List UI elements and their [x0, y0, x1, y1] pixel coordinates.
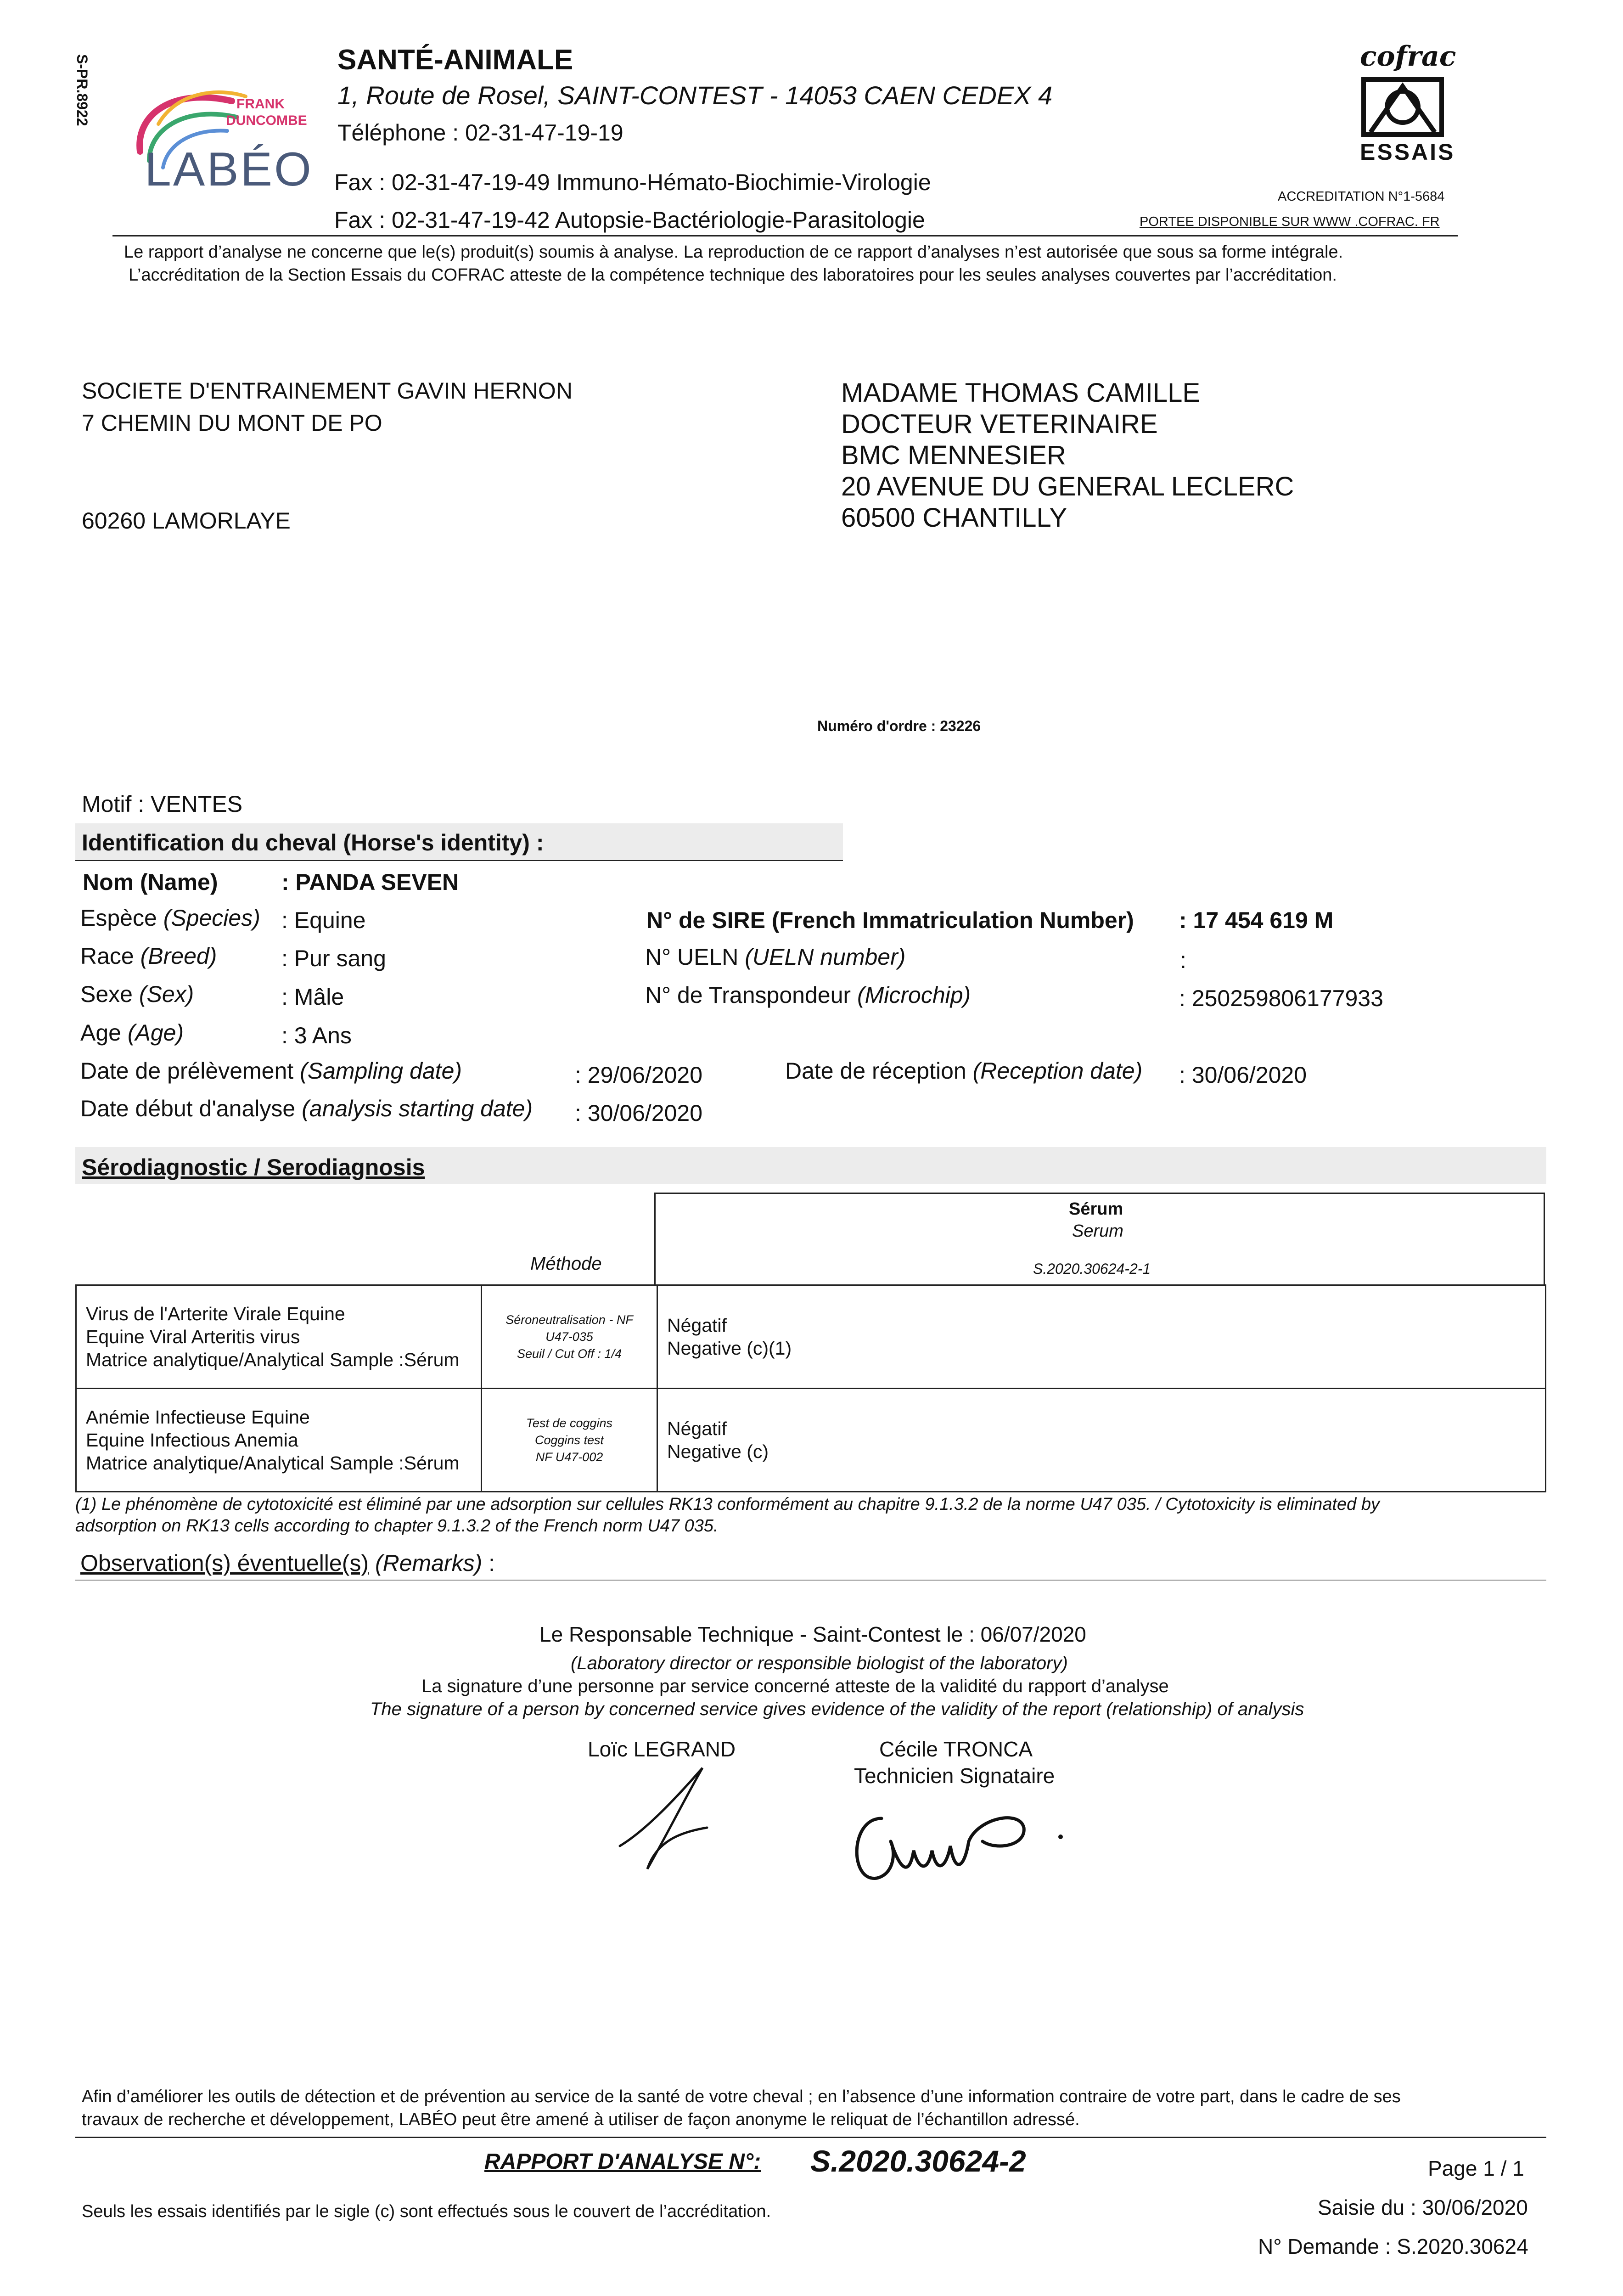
motif: Motif : VENTES	[82, 791, 243, 817]
sire-label: N° de SIRE (French Immatriculation Number)	[646, 907, 1134, 933]
sample-header-en: Serum	[1072, 1221, 1123, 1241]
accreditation-note: Seuls les essais identifiés par le sigle (c) sont effectués sous le couvert de l’accréditation.	[82, 2202, 771, 2221]
species-label-en: (Species)	[163, 905, 260, 931]
reception-label-en: (Reception date)	[972, 1058, 1143, 1084]
header-fax2: Fax : 02-31-47-19-42 Autopsie-Bactériologie-Parasitologie	[334, 207, 925, 233]
result-fr: Négatif	[667, 1418, 727, 1439]
reception-date-label	[785, 1058, 1142, 1084]
ueln-value: :	[1180, 947, 1186, 973]
report-label: RAPPORT D'ANALYSE N°:	[484, 2150, 761, 2174]
signature-tronca-icon	[845, 1800, 1084, 1892]
remarks-colon: :	[489, 1550, 495, 1576]
signature-legrand-icon	[615, 1763, 716, 1874]
header-org: SANTÉ-ANIMALE	[337, 44, 573, 76]
recipient-line4: 20 AVENUE DU GENERAL LECLERC	[841, 472, 1294, 501]
sex-label-fr: Sexe	[80, 981, 133, 1007]
page-number: Page 1 / 1	[1428, 2156, 1524, 2180]
name-label: Nom (Name)	[83, 869, 218, 895]
signature-line1: Le Responsable Technique - Saint-Contest le : 06/07/2020	[539, 1622, 1086, 1646]
footer-divider	[75, 2137, 1546, 2138]
client-line2: 7 CHEMIN DU MONT DE PO	[82, 410, 382, 436]
signer2-name: Cécile TRONCA	[879, 1737, 1033, 1761]
start-label-fr: Date début d'analyse	[80, 1096, 296, 1121]
analysis-name-fr: Virus de l'Arterite Virale Equine	[86, 1303, 345, 1324]
analysis-cell	[76, 1285, 482, 1389]
species-label	[80, 905, 260, 931]
footnote-line1: (1) Le phénomène de cytotoxicité est éliminé par une adsorption sur cellules RK13 conformément au chapitre 9.1.3.2 de la norme U47 035. / Cytotoxicity is eliminated by	[75, 1495, 1380, 1514]
species-value: : Equine	[281, 907, 366, 933]
method-cell	[482, 1285, 657, 1389]
start-date-label	[80, 1095, 533, 1122]
cofrac-accreditation: ACCREDITATION N°1-5684	[1278, 189, 1445, 204]
disclaimer-line2: L’accréditation de la Section Essais du COFRAC atteste de la compétence technique des laboratoires pour les seules analyses couvertes par l’accréditation.	[129, 265, 1337, 285]
sample-header-fr: Sérum	[1069, 1199, 1123, 1219]
age-label-en: (Age)	[127, 1020, 184, 1046]
cofrac-essais-icon	[1361, 77, 1444, 137]
reception-label-fr: Date de réception	[785, 1058, 966, 1084]
transponder-label	[645, 982, 971, 1008]
sire-value: : 17 454 619 M	[1179, 907, 1334, 933]
method-cell	[482, 1389, 657, 1492]
sampling-date-label	[80, 1058, 462, 1084]
analysis-cell	[76, 1389, 482, 1492]
identification-title: Identification du cheval (Horse's identity) :	[82, 830, 544, 855]
age-label-fr: Age	[80, 1020, 121, 1046]
table-row	[76, 1389, 1546, 1492]
cofrac-portee: PORTEE DISPONIBLE SUR WWW .COFRAC. FR	[1140, 214, 1440, 229]
method-line3: Seuil / Cut Off : 1/4	[517, 1346, 622, 1361]
report-number: S.2020.30624-2	[810, 2144, 1026, 2178]
signature-line4: The signature of a person by concerned service gives evidence of the validity of the report (relationship) of analysis	[370, 1699, 1304, 1719]
species-label-fr: Espèce	[80, 905, 157, 931]
analysis-name-en: Equine Infectious Anemia	[86, 1429, 298, 1451]
method-line1: Séroneutralisation - NF	[505, 1312, 633, 1327]
remarks	[80, 1550, 495, 1576]
method-line2: U47-035	[545, 1329, 593, 1344]
sample-id: S.2020.30624-2-1	[1033, 1261, 1151, 1277]
recipient-line2: DOCTEUR VETERINAIRE	[841, 409, 1158, 439]
saisie-date: Saisie du : 30/06/2020	[1318, 2195, 1528, 2219]
result-fr: Négatif	[667, 1315, 727, 1336]
analysis-matrix: Matrice analytique/Analytical Sample :Sérum	[86, 1349, 460, 1370]
start-label-en: (analysis starting date)	[302, 1096, 533, 1121]
name-value: : PANDA SEVEN	[281, 869, 459, 895]
header-fax1: Fax : 02-31-47-19-49 Immuno-Hémato-Biochimie-Virologie	[334, 169, 931, 195]
signer1-name: Loïc LEGRAND	[588, 1737, 736, 1761]
sampling-label-fr: Date de prélèvement	[80, 1058, 294, 1084]
method-line3: NF U47-002	[535, 1450, 603, 1464]
logo-name: LABÉO	[145, 143, 313, 196]
result-cell	[657, 1389, 1546, 1492]
header-phone: Téléphone : 02-31-47-19-19	[337, 120, 623, 146]
transponder-label-en: (Microchip)	[857, 982, 971, 1008]
ueln-label-fr: N° UELN	[645, 944, 739, 970]
transponder-label-fr: N° de Transpondeur	[645, 982, 851, 1008]
method-header: Méthode	[530, 1254, 602, 1274]
sampling-date-value: : 29/06/2020	[575, 1062, 703, 1088]
results-table	[75, 1284, 1546, 1492]
logo-brand-line1: FRANK	[236, 96, 285, 112]
analysis-name-fr: Anémie Infectieuse Equine	[86, 1407, 310, 1428]
age-label	[80, 1019, 184, 1046]
ueln-label	[645, 944, 905, 970]
recipient-line3: BMC MENNESIER	[841, 440, 1066, 470]
disclaimer-line1: Le rapport d’analyse ne concerne que le(s) produit(s) soumis à analyse. La reproduction de ce rapport d’analyses n’est autorisée que sous sa forme intégrale.	[124, 242, 1343, 262]
sex-value: : Mâle	[281, 984, 344, 1010]
method-line2: Coggins test	[534, 1433, 604, 1447]
header-address: 1, Route de Rosel, SAINT-CONTEST - 14053 CAEN CEDEX 4	[337, 81, 1053, 110]
sex-label-en: (Sex)	[139, 981, 194, 1007]
analysis-matrix: Matrice analytique/Analytical Sample :Sérum	[86, 1452, 460, 1474]
result-en: Negative (c)	[667, 1441, 769, 1462]
start-date-value: : 30/06/2020	[575, 1100, 703, 1126]
breed-label-en: (Breed)	[140, 943, 217, 969]
reception-date-value: : 30/06/2020	[1179, 1062, 1307, 1088]
footer-notice-line1: Afin d’améliorer les outils de détection et de prévention au service de la santé de votre cheval ; en l’absence d’une information contraire de votre part, dans le cadre de ses	[82, 2087, 1401, 2106]
method-line1: Test de coggins	[526, 1416, 613, 1430]
transponder-value: : 250259806177933	[1179, 985, 1383, 1011]
remarks-label: Observation(s) éventuelle(s)	[80, 1550, 369, 1576]
signature-line2: (Laboratory director or responsible biologist of the laboratory)	[571, 1653, 1068, 1673]
signature-line3: La signature d’une personne par service concerné atteste de la validité du rapport d’analyse	[421, 1676, 1169, 1696]
header-divider	[112, 235, 1458, 236]
footnote-line2: adsorption on RK13 cells according to chapter 9.1.3.2 of the French norm U47 035.	[75, 1516, 719, 1536]
remarks-label-en: (Remarks)	[375, 1550, 483, 1576]
breed-label	[80, 943, 217, 969]
ueln-label-en: (UELN number)	[745, 944, 906, 970]
cofrac-essais: ESSAIS	[1360, 139, 1455, 165]
remarks-divider	[75, 1580, 1546, 1581]
cofrac-name: cofrac	[1360, 40, 1456, 73]
analysis-name-en: Equine Viral Arteritis virus	[86, 1326, 300, 1347]
recipient-line5: 60500 CHANTILLY	[841, 503, 1067, 533]
sex-label	[80, 981, 194, 1007]
result-cell	[657, 1285, 1546, 1389]
side-document-code: S-PR.8922	[74, 54, 90, 126]
identification-underline	[75, 860, 843, 861]
signer2-title: Technicien Signataire	[854, 1764, 1055, 1788]
demande-number: N° Demande : S.2020.30624	[1258, 2234, 1528, 2258]
client-line1: SOCIETE D'ENTRAINEMENT GAVIN HERNON	[82, 378, 573, 404]
client-line3: 60260 LAMORLAYE	[82, 508, 291, 534]
serodiag-title: Sérodiagnostic / Serodiagnosis	[82, 1154, 425, 1180]
sampling-label-en: (Sampling date)	[300, 1058, 462, 1084]
result-en: Negative (c)(1)	[667, 1338, 792, 1359]
age-value: : 3 Ans	[281, 1023, 352, 1048]
order-number: Numéro d'ordre : 23226	[817, 718, 981, 734]
logo-brand-line2: DUNCOMBE	[226, 113, 307, 128]
recipient-line1: MADAME THOMAS CAMILLE	[841, 378, 1201, 408]
breed-label-fr: Race	[80, 943, 134, 969]
footer-notice-line2: travaux de recherche et développement, LABÉO peut être amené à utiliser de façon anonyme le reliquat de l’échantillon adressé.	[82, 2110, 1080, 2129]
table-row	[76, 1285, 1546, 1389]
breed-value: : Pur sang	[281, 945, 386, 971]
